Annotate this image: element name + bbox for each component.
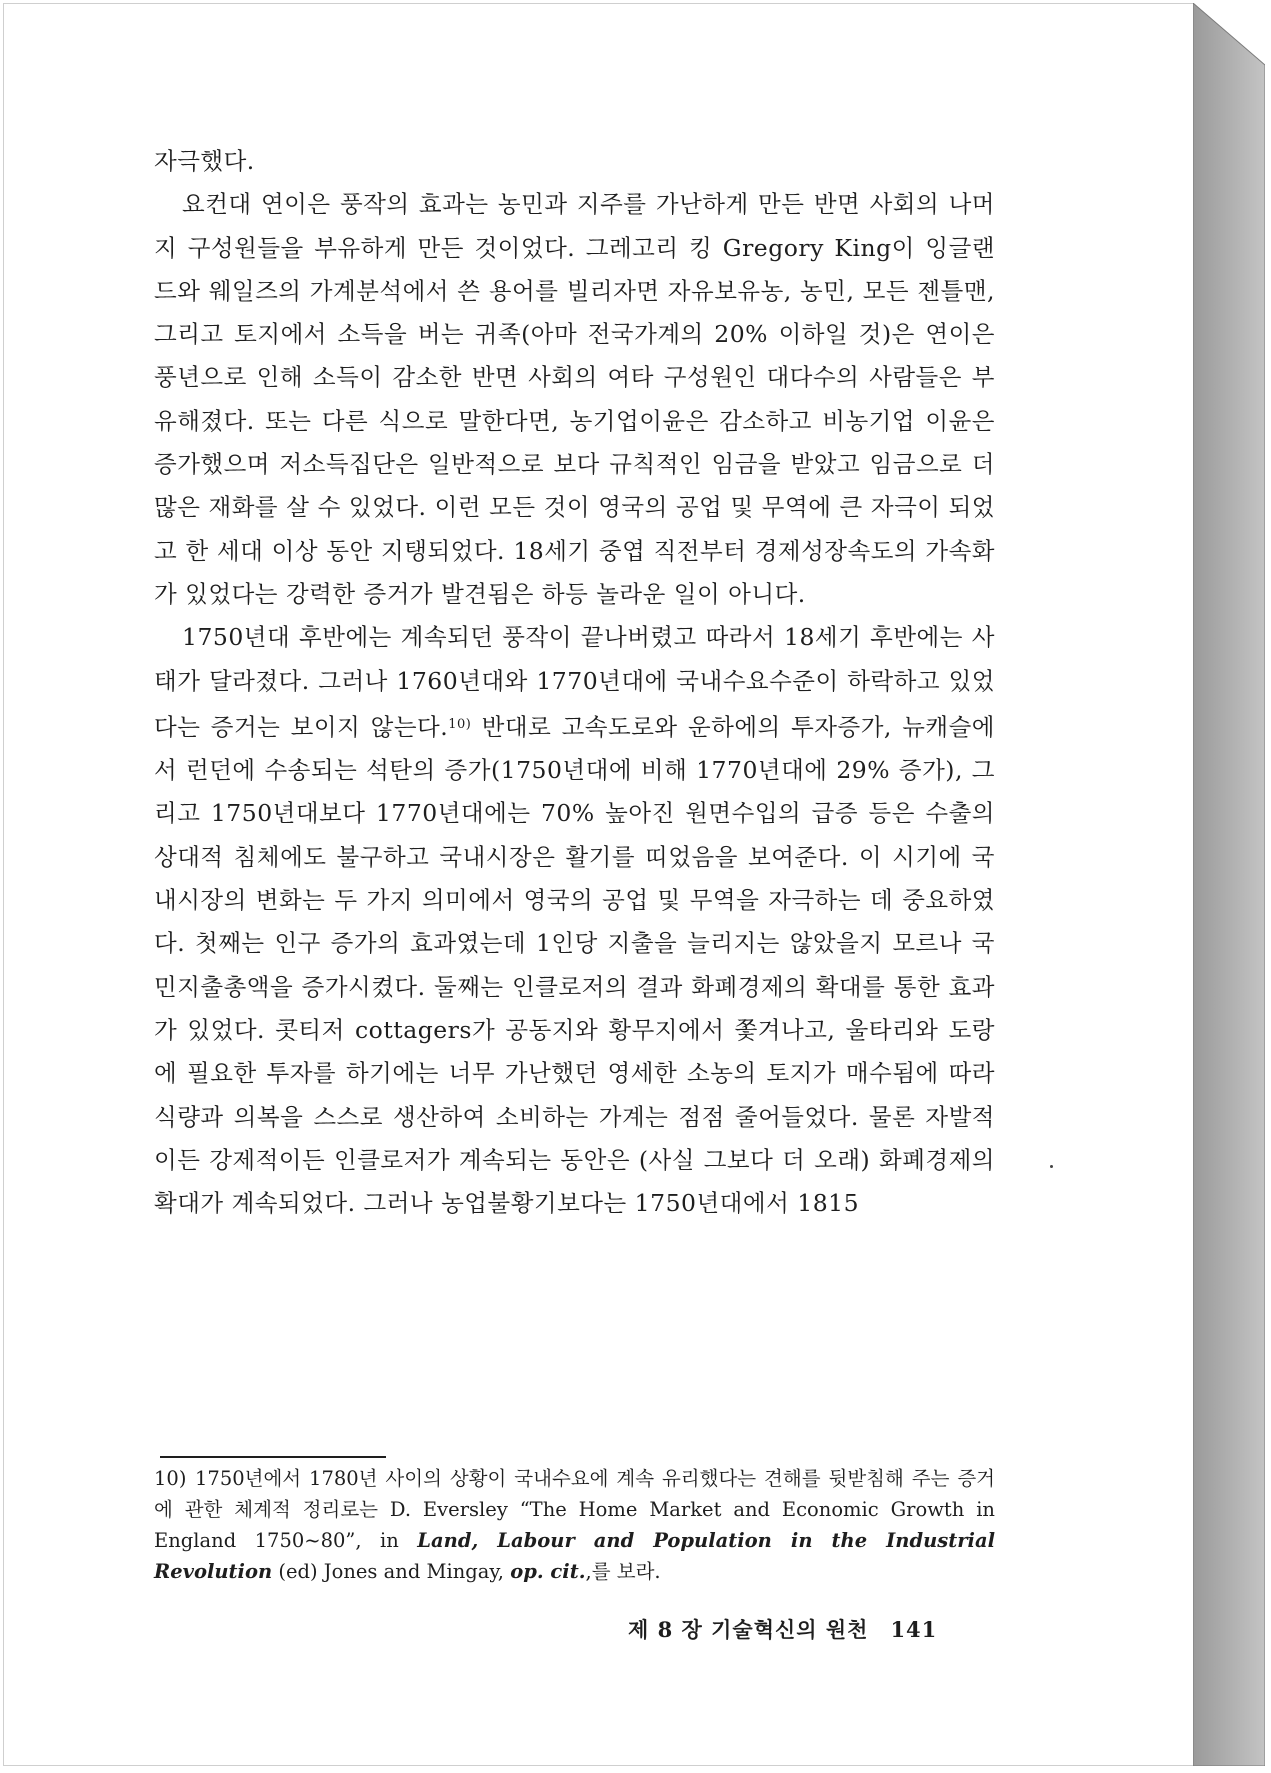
footnote-10 — [154, 1463, 995, 1587]
paragraph-3-part-1: 1750년대 후반에는 계속되던 풍작이 끝나버렸고 따라서 18세기 후반에는 사태가 달라졌다. 그러나 1760년대와 1770년대에 국내수요수준이 하락하고 있었다는 증거는 보이지 않는다. — [154, 623, 995, 741]
speck-mark — [1050, 1165, 1053, 1168]
page-edge-3d — [1193, 3, 1265, 1766]
chapter-title: 제 8 장 기술혁신의 원천 — [628, 1617, 869, 1642]
page-number: 141 — [890, 1617, 938, 1642]
paragraph-2: 요컨대 연이은 풍작의 효과는 농민과 지주를 가난하게 만든 반면 사회의 나머지 구성원들을 부유하게 만든 것이었다. 그레고리 킹 Gregory King이 잉글랜드와 웨일즈의 가계분석에서 쓴 용어를 빌리자면 자유보유농, 농민, 모든 젠틀맨, 그리고 토지에서 소득을 버는 귀족(아마 전국가계의 20% 이하일 것)은 연이은 풍년으로 인해 소득이 감소한 반면 사회의 여타 구성원인 대다수의 사람들은 부유해졌다. 또는 다른 식으로 말한다면, 농기업이윤은 감소하고 비농기업 이윤은 증가했으며 저소득집단은 일반적으로 보다 규칙적인 임금을 받았고 임금으로 더 많은 재화를 살 수 있었다. 이런 모든 것이 영국의 공업 및 무역에 큰 자극이 되었고 한 세대 이상 동안 지탱되었다. 18세기 중엽 직전부터 경제성장속도의 가속화가 있었다는 강력한 증거가 발견됨은 하등 놀라운 일이 아니다. — [154, 190, 995, 608]
footnote-text-3: ,를 보라. — [585, 1560, 661, 1583]
paragraph-3-part-2: 반대로 고속도로와 운하에의 투자증가, 뉴캐슬에서 런던에 수송되는 석탄의 증가(1750년대에 비해 1770년대에 29% 증가), 그리고 1750년대보다 1770년대에는 70% 높아진 원면수입의 급증 등은 수출의 상대적 침체에도 불구하고 국내시장은 활기를 띠었음을 보여준다. 이 시기에 국내시장의 변화는 두 가지 의미에서 영국의 공업 및 무역을 자극하는 데 중요하였다. 첫째는 인구 증가의 효과였는데 1인당 지출을 늘리지는 않았을지 모르나 국민지출총액을 증가시켰다. 둘째는 인클로저의 결과 화폐경제의 확대를 통한 효과가 있었다. 콧티저 cottagers가 공동지와 황무지에서 쫓겨나고, 울타리와 도랑에 필요한 투자를 하기에는 너무 가난했던 영세한 소농의 토지가 매수됨에 따라 식량과 의복을 스스로 생산하여 소비하는 가계는 점점 줄어들었다. 물론 자발적이든 강제적이든 인클로저가 계속되는 동안은 (사실 그보다 더 오래) 화폐경제의 확대가 계속되었다. 그러나 농업불황기보다는 1750년대에서 1815 — [154, 712, 996, 1218]
footnote-reference[interactable]: 10) — [448, 716, 472, 732]
footnote-separator — [160, 1456, 386, 1458]
paragraph-1: 자극했다. — [154, 147, 255, 175]
paragraph-3 — [154, 616, 995, 1225]
footnote-text-2: (ed) Jones and Mingay, — [272, 1560, 511, 1583]
body-text — [154, 140, 995, 1225]
footnote-op-cit: op. cit. — [510, 1560, 586, 1583]
footnote-text-1: 1750년에서 1780년 사이의 상황이 국내수요에 계속 유리했다는 견해를 뒷받침해 주는 증거에 관한 체계적 정리로는 D. Eversley “The Home Market and Economic Growth in England 1750~80”, in — [154, 1467, 995, 1552]
footnote-number: 10) — [154, 1467, 187, 1490]
footnote-book-title: Land, Labour and Population in the Industrial Revolution — [154, 1529, 995, 1583]
running-footer — [628, 1614, 937, 1644]
